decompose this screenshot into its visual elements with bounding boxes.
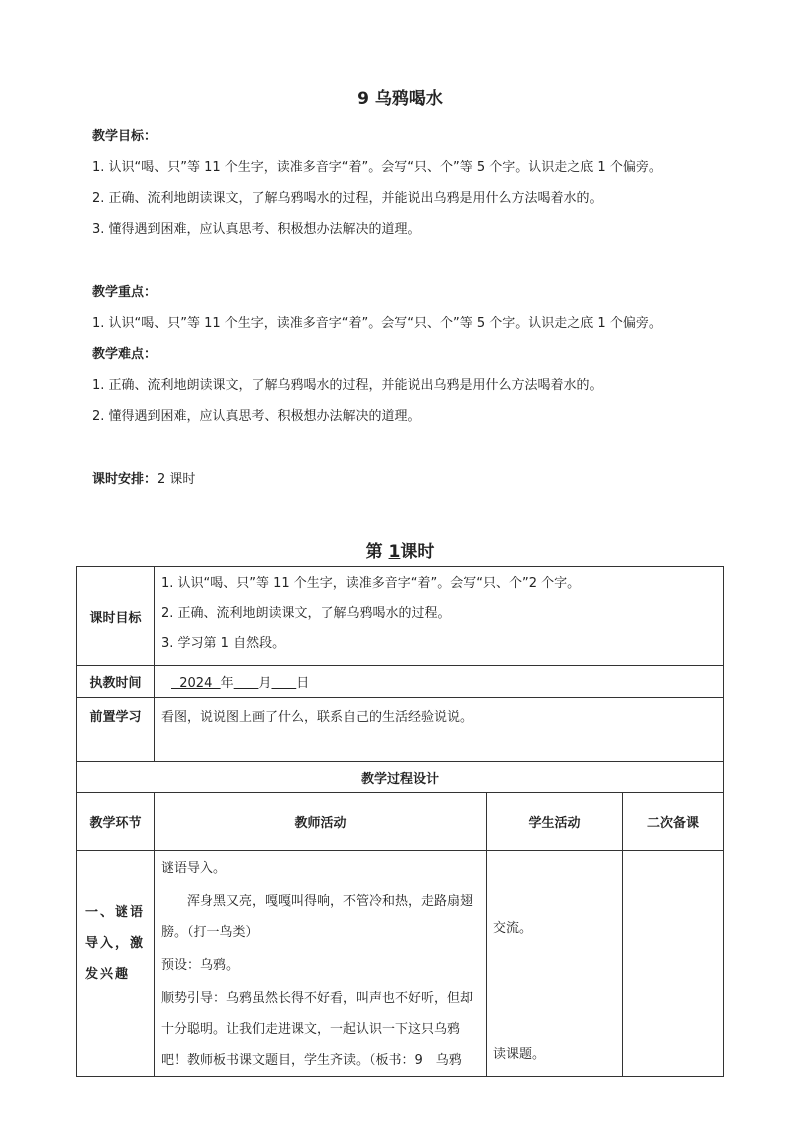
goal-item: 1. 认识“喝、只”等 11 个生字，读准多音字“着”。会写“只、个”等 5 个字。认识走之底 1 个偏旁。 [92, 160, 662, 175]
col-student-header: 学生活动 [487, 793, 623, 851]
pre-study-content: 看图，说说图上画了什么，联系自己的生活经验说说。 [155, 698, 724, 762]
schedule-label: 课时安排： [92, 472, 158, 487]
header-row [77, 793, 724, 851]
time-row [77, 666, 724, 698]
lesson-title-prefix: 第 [365, 542, 389, 562]
teacher-line: 预设：乌鸦。 [161, 958, 240, 973]
difficult-points-heading: 教学难点： [92, 347, 158, 362]
month-unit: 月 [258, 676, 272, 691]
difficult-point-item: 2. 懂得遇到困难，应认真思考、积极想办法解决的道理。 [92, 409, 421, 424]
stage1-second-cell [623, 851, 724, 1077]
key-point-item: 1. 认识“喝、只”等 11 个生字，读准多音字“着”。会写“只、个”等 5 个字。认识走之底 1 个偏旁。 [92, 316, 662, 331]
col-teacher-header: 教师活动 [155, 793, 487, 851]
day-unit: 日 [296, 676, 310, 691]
goal-content [155, 567, 724, 666]
time-label: 执教时间 [77, 666, 155, 698]
goal-item: 3. 懂得遇到困难，应认真思考、积极想办法解决的道理。 [92, 222, 421, 237]
col-stage-header: 教学环节 [77, 793, 155, 851]
teacher-line: 浑身黑又亮，嘎嘎叫得响，不管冷和热，走路扇翅膀。（打一鸟类） [161, 894, 474, 940]
year-unit: 年 [220, 676, 234, 691]
schedule-value: 2 课时 [157, 472, 196, 487]
month-blank [234, 676, 259, 691]
design-heading: 教学过程设计 [77, 762, 724, 793]
schedule-line [92, 470, 195, 490]
student-line: 读课题。 [493, 1047, 546, 1062]
goal-row [77, 567, 724, 666]
lesson-goal-item: 1. 认识“喝、只”等 11 个生字，读准多音字“着”。会写“只、个”2 个字。 [161, 576, 581, 591]
pre-study-label: 前置学习 [77, 698, 155, 762]
time-content [155, 666, 724, 698]
pre-study-row [77, 698, 724, 762]
lesson-title-number: 1 [388, 542, 401, 562]
lesson-plan-table [76, 566, 724, 1077]
key-points-heading: 教学重点： [92, 285, 158, 300]
difficult-point-item: 1. 正确、流利地朗读课文，了解乌鸦喝水的过程，并能说出乌鸦是用什么方法喝着水的。 [92, 378, 603, 393]
stage1-teacher-cell [155, 851, 487, 1077]
goals-heading: 教学目标： [92, 129, 158, 144]
col-second-header: 二次备课 [623, 793, 724, 851]
stage1-student-cell [487, 851, 623, 1077]
day-blank [271, 676, 296, 691]
design-heading-row [77, 762, 724, 793]
lesson-goal-item: 3. 学习第 1 自然段。 [161, 636, 286, 651]
goal-item: 2. 正确、流利地朗读课文，了解乌鸦喝水的过程，并能说出乌鸦是用什么方法喝着水的。 [92, 191, 603, 206]
year-blank: 2024 [171, 676, 221, 691]
lesson-title [0, 537, 800, 562]
teacher-line: 谜语导入。 [161, 861, 227, 876]
teacher-line: 顺势引导：乌鸦虽然长得不好看，叫声也不好听，但却十分聪明。让我们走进课文，一起认识一下这只乌鸦吧！教师板书课文题目，学生齐读。（板书：9 乌鸦 [161, 991, 474, 1068]
goal-label: 课时目标 [77, 567, 155, 666]
student-line: 交流。 [493, 921, 533, 936]
lesson-title-suffix: 课时 [400, 542, 435, 562]
stage1-label-cell [77, 851, 155, 1077]
stage1-label: 一、谜语导入，激发兴趣 [85, 905, 146, 982]
lesson-goal-item: 2. 正确、流利地朗读课文，了解乌鸦喝水的过程。 [161, 606, 451, 621]
document-title: 9 乌鸦喝水 [357, 89, 443, 109]
stage1-row [77, 851, 724, 1077]
